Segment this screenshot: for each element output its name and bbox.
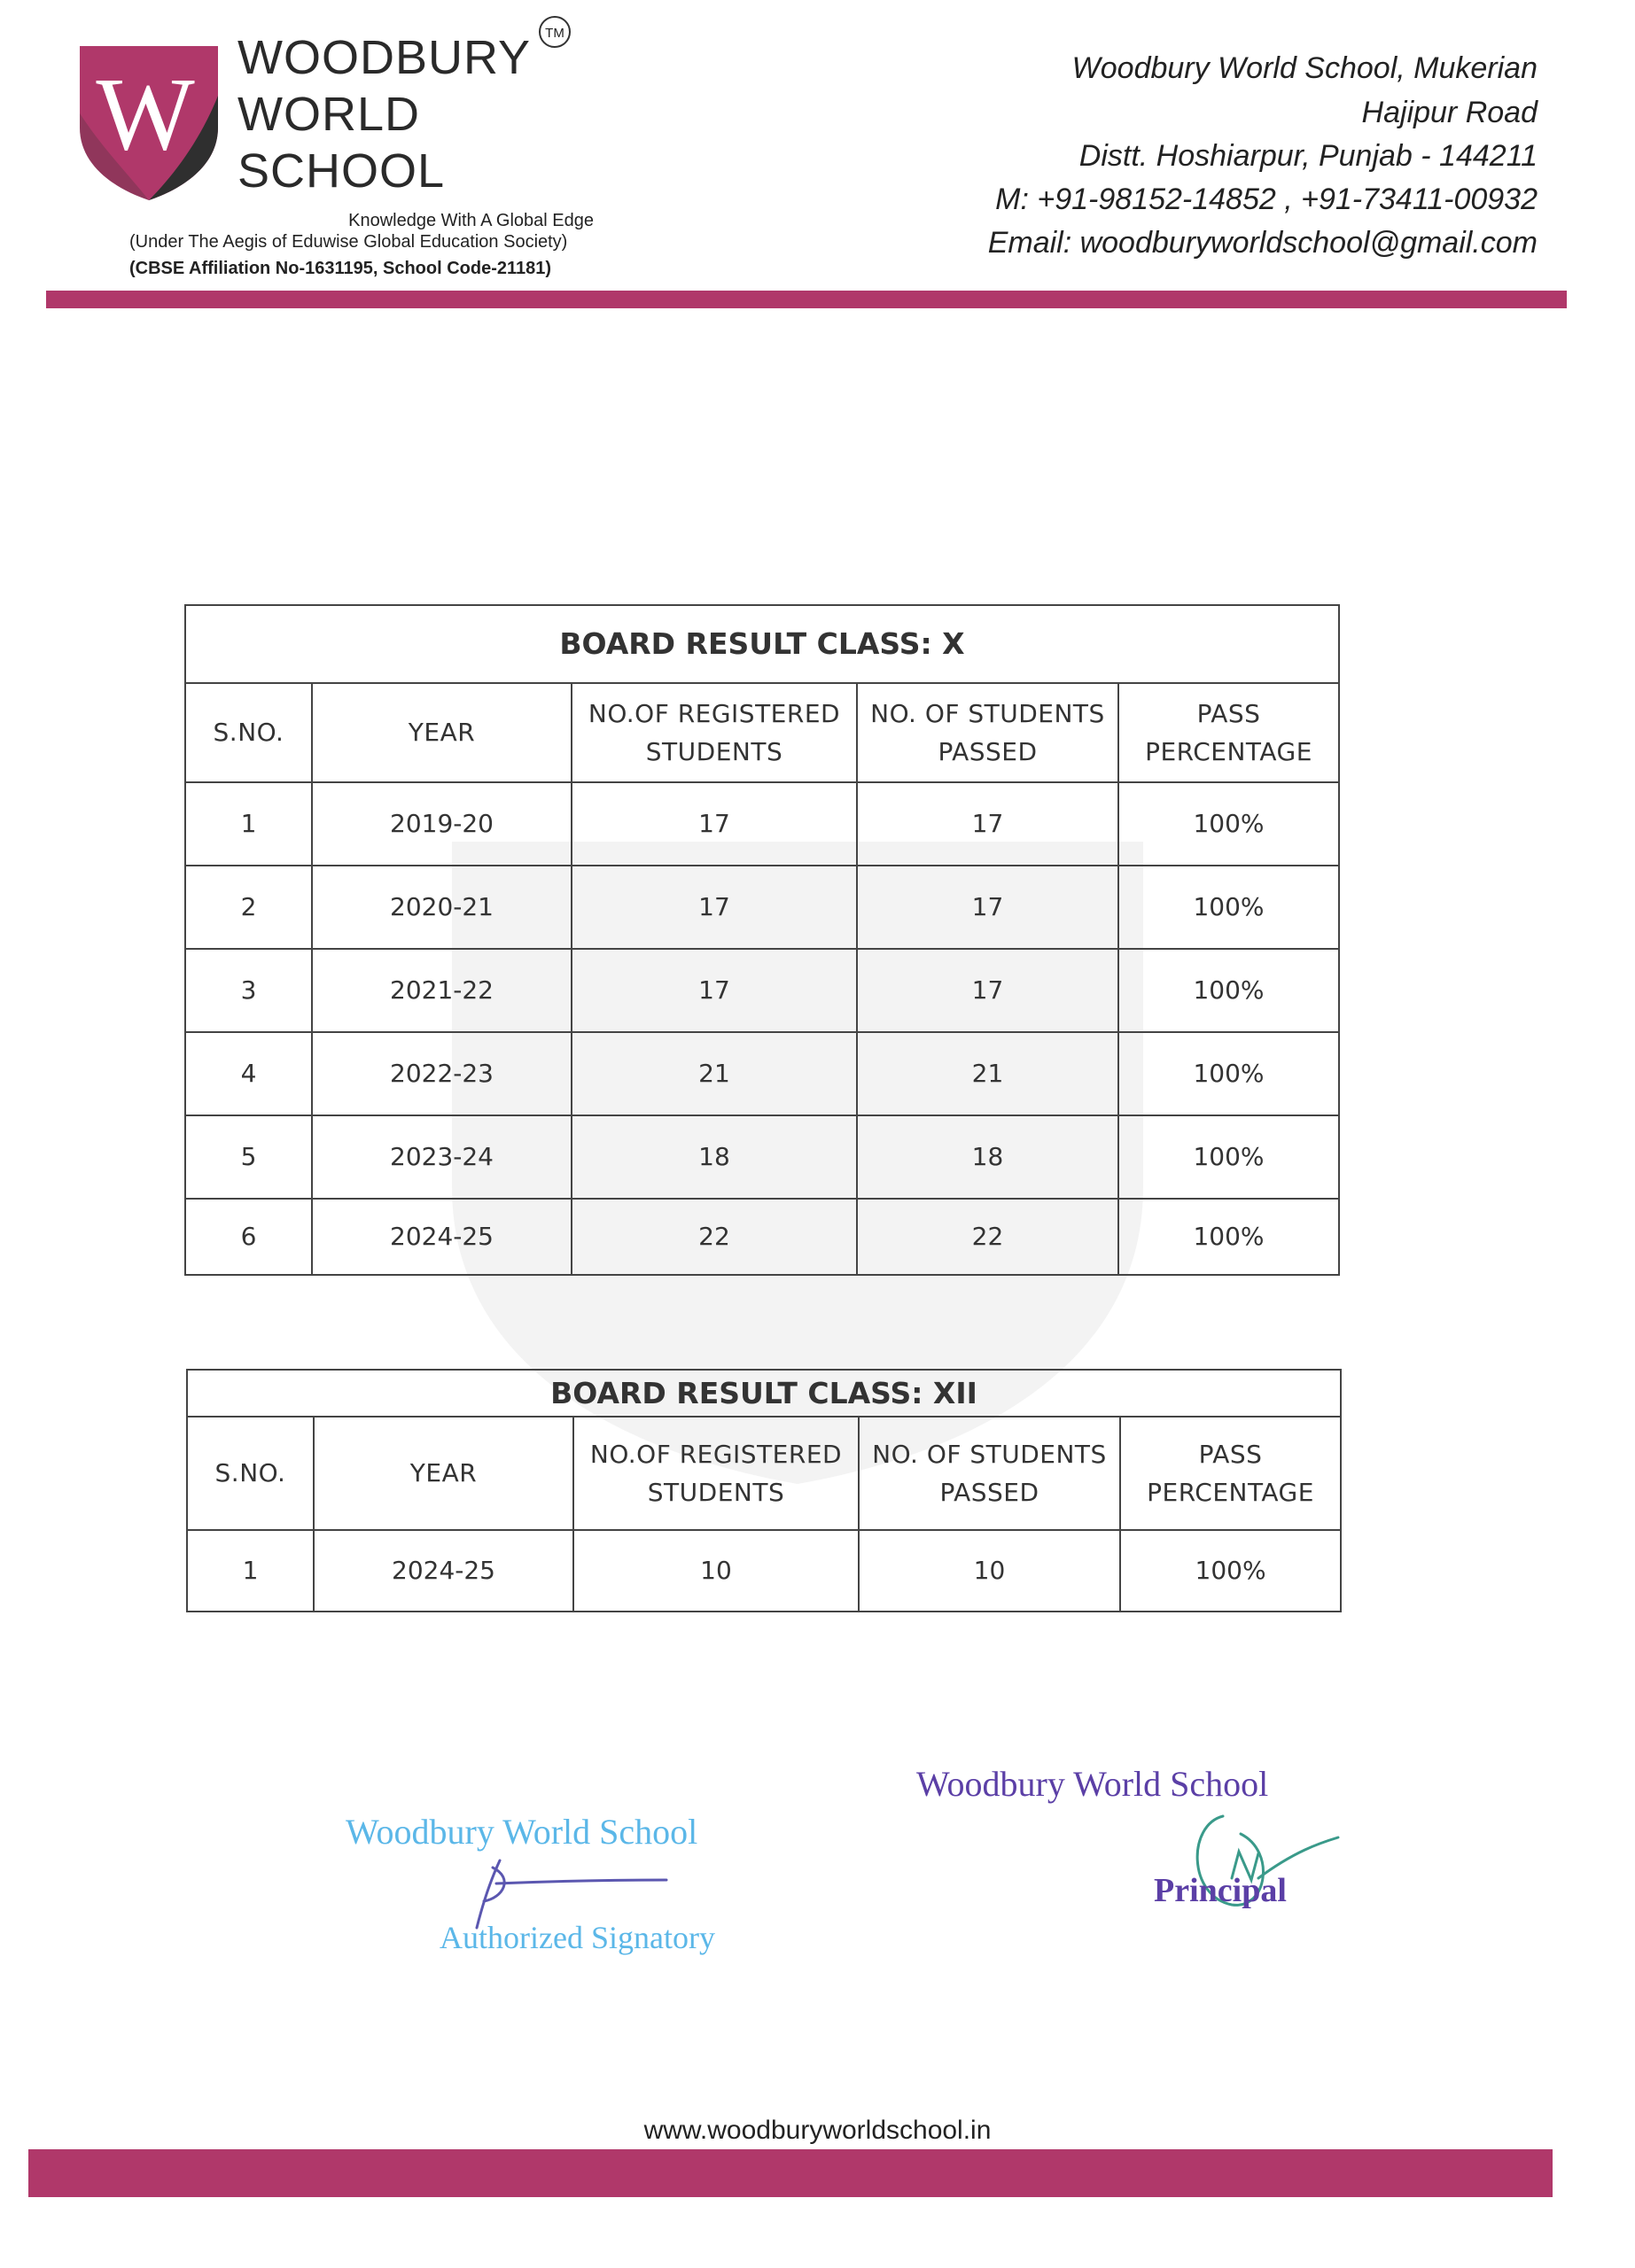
cell-sno: 5 xyxy=(185,1115,312,1199)
logo-wordmark-line2: WORLD xyxy=(237,88,420,141)
email-address: Email: woodburyworldschool@gmail.com xyxy=(987,226,1538,260)
col-header-registered: NO.OF REGISTERED STUDENTS xyxy=(572,683,857,782)
col-header-percentage: PASS PERCENTAGE xyxy=(1118,683,1339,782)
cell-percentage: 100% xyxy=(1118,782,1339,866)
col-header-percentage: PASS PERCENTAGE xyxy=(1120,1417,1341,1530)
cell-passed: 18 xyxy=(857,1115,1118,1199)
table-row xyxy=(185,949,1339,1032)
cell-year: 2023-24 xyxy=(312,1115,572,1199)
school-tagline: Knowledge With A Global Edge xyxy=(348,211,594,230)
cell-year: 2020-21 xyxy=(312,866,572,949)
col-header-passed: NO. OF STUDENTS PASSED xyxy=(859,1417,1120,1530)
cell-registered: 10 xyxy=(573,1530,859,1612)
trademark-symbol: TM xyxy=(539,16,571,48)
cell-sno: 1 xyxy=(187,1530,314,1612)
school-aegis: (Under The Aegis of Eduwise Global Education Society) xyxy=(129,232,568,252)
cell-registered: 22 xyxy=(572,1199,857,1275)
address-line-1: Woodbury World School, Mukerian xyxy=(1071,51,1538,85)
right-stamp-role: Principal xyxy=(1154,1872,1287,1909)
cell-passed: 17 xyxy=(857,782,1118,866)
cell-sno: 6 xyxy=(185,1199,312,1275)
cell-year: 2019-20 xyxy=(312,782,572,866)
right-stamp-school-name: Woodbury World School xyxy=(916,1764,1269,1804)
cell-passed: 10 xyxy=(859,1530,1120,1612)
cell-sno: 1 xyxy=(185,782,312,866)
cell-year: 2022-23 xyxy=(312,1032,572,1115)
cell-sno: 2 xyxy=(185,866,312,949)
cell-passed: 17 xyxy=(857,866,1118,949)
table-row xyxy=(185,1032,1339,1115)
col-header-passed: NO. OF STUDENTS PASSED xyxy=(857,683,1118,782)
cell-passed: 22 xyxy=(857,1199,1118,1275)
class-xii-header-row xyxy=(187,1417,1341,1530)
cell-percentage: 100% xyxy=(1118,1199,1339,1275)
cell-percentage: 100% xyxy=(1118,1115,1339,1199)
school-website-url: www.woodburyworldschool.in xyxy=(643,2116,992,2145)
col-header-sno: S.NO. xyxy=(187,1417,314,1530)
cell-passed: 17 xyxy=(857,949,1118,1032)
cell-percentage: 100% xyxy=(1120,1530,1341,1612)
cell-percentage: 100% xyxy=(1118,949,1339,1032)
class-x-table-title: BOARD RESULT CLASS: X xyxy=(185,605,1339,683)
table-row xyxy=(185,866,1339,949)
cell-registered: 18 xyxy=(572,1115,857,1199)
address-line-3: Distt. Hoshiarpur, Punjab - 144211 xyxy=(1078,139,1538,173)
cell-registered: 17 xyxy=(572,866,857,949)
table-row xyxy=(185,1199,1339,1275)
col-header-year: YEAR xyxy=(314,1417,573,1530)
footer-band xyxy=(28,2149,1553,2197)
cell-percentage: 100% xyxy=(1118,1032,1339,1115)
col-header-year: YEAR xyxy=(312,683,572,782)
cell-registered: 17 xyxy=(572,949,857,1032)
left-stamp-role: Authorized Signatory xyxy=(440,1920,715,1955)
class-x-header-row xyxy=(185,683,1339,782)
table-row xyxy=(187,1530,1341,1612)
cell-year: 2024-25 xyxy=(314,1530,573,1612)
address-line-2: Hajipur Road xyxy=(1361,96,1538,129)
cell-registered: 17 xyxy=(572,782,857,866)
cbse-affiliation: (CBSE Affiliation No-1631195, School Code-21181) xyxy=(129,259,552,278)
cell-registered: 21 xyxy=(572,1032,857,1115)
cell-sno: 4 xyxy=(185,1032,312,1115)
col-header-sno: S.NO. xyxy=(185,683,312,782)
cell-passed: 21 xyxy=(857,1032,1118,1115)
logo-wordmark-line3: SCHOOL xyxy=(237,144,446,198)
logo-wordmark-line1: WOODBURY xyxy=(237,31,532,84)
header-divider-band xyxy=(46,291,1567,308)
cell-sno: 3 xyxy=(185,949,312,1032)
class-xii-table-title: BOARD RESULT CLASS: XII xyxy=(187,1370,1341,1417)
svg-text:W: W xyxy=(96,56,195,172)
left-stamp-school-name: Woodbury World School xyxy=(346,1812,698,1852)
table-row xyxy=(185,1115,1339,1199)
class-x-result-table xyxy=(184,604,1340,1276)
cell-year: 2021-22 xyxy=(312,949,572,1032)
table-row xyxy=(185,782,1339,866)
cell-percentage: 100% xyxy=(1118,866,1339,949)
col-header-registered: NO.OF REGISTERED STUDENTS xyxy=(573,1417,859,1530)
cell-year: 2024-25 xyxy=(312,1199,572,1275)
school-logo-shield xyxy=(76,43,222,202)
class-xii-result-table xyxy=(186,1369,1342,1612)
phone-numbers: M: +91-98152-14852 , +91-73411-00932 xyxy=(995,183,1538,216)
